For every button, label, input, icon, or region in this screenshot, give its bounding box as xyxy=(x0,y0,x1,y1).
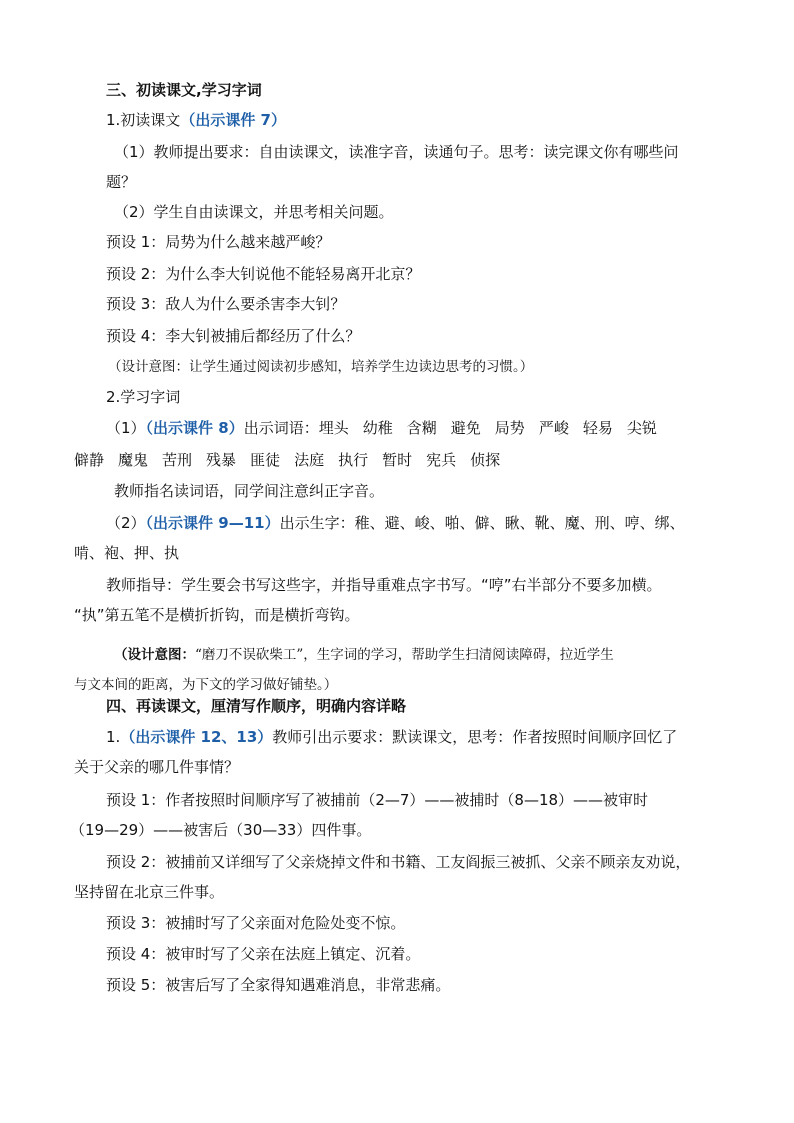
vocab-word: 埋头 xyxy=(318,419,349,437)
courseware-tag: （出示课件 9—11） xyxy=(145,514,280,532)
vocab-word: 匪徒 xyxy=(250,451,281,469)
vocab-word: 僻静 xyxy=(74,451,105,469)
courseware-tag: （出示课件 7） xyxy=(180,111,286,129)
vocab-word: 执行 xyxy=(338,451,369,469)
teacher-note-1: 教师指名读词语，同学间注意纠正字音。 xyxy=(114,482,385,500)
vocab-word: 暂时 xyxy=(382,451,413,469)
design-intent-text: “磨刀不误砍柴工”，生字词的学习，帮助学生扫清阅读障碍，拉近学生 xyxy=(195,647,614,663)
s4-preset-5: 预设 5：被害后写了全家得知遇难消息，非常悲痛。 xyxy=(106,976,451,994)
words-prefix: （1） xyxy=(106,419,146,437)
question-1-cont: 题？ xyxy=(106,173,137,191)
s4-preset-2-cont: 坚持留在北京三件事。 xyxy=(74,883,225,901)
s4-preset-1-cont: （19—29）——被害后（30—33）四件事。 xyxy=(70,821,372,839)
vocab-word: 避免 xyxy=(450,419,481,437)
s4-step-1-cont: 关于父亲的哪几件事情？ xyxy=(74,758,240,776)
design-intent-label: （设计意图： xyxy=(114,647,195,663)
preset-1: 预设 1：局势为什么越来越严峻？ xyxy=(106,233,331,251)
teacher-guide: 教师指导：学生要会书写这些字，并指导重难点字书写。“哼”右半部分不要多加横。 xyxy=(106,576,662,594)
vocab-word: 法庭 xyxy=(294,451,325,469)
step-1-heading xyxy=(106,110,286,130)
s4-preset-1: 预设 1：作者按照时间顺序写了被捕前（2—7）——被捕时（8—18）——被审时 xyxy=(106,791,649,809)
s4-preset-2: 预设 2：被捕前又详细写了父亲烧掉文件和书籍、工友阎振三被抓、父亲不顾亲友劝说， xyxy=(106,853,691,871)
design-intent-2 xyxy=(114,645,614,665)
vocab-word: 含糊 xyxy=(406,419,437,437)
section-3-title: 三、初读课文,学习字词 xyxy=(106,81,262,99)
vocab-word: 严峻 xyxy=(538,419,569,437)
vocab-word: 侦探 xyxy=(470,451,501,469)
design-intent-1: （设计意图：让学生通过阅读初步感知，培养学生边读边思考的习惯。） xyxy=(108,359,534,375)
s4-preset-3: 预设 3：被捕时写了父亲面对危险处变不惊。 xyxy=(106,914,406,932)
s4-step-text: 教师引出示要求：默读课文，思考：作者按照时间顺序回忆了 xyxy=(272,728,678,746)
chars-text: 出示生字：稚、避、峻、啪、僻、瞅、靴、魔、刑、哼、绑、 xyxy=(279,514,685,532)
vocab-word: 魔鬼 xyxy=(118,451,149,469)
step-1-label: 1.初读课文 xyxy=(106,111,181,129)
preset-3: 预设 3：敌人为什么要杀害李大钊？ xyxy=(106,295,346,313)
s4-preset-4: 预设 4：被审时写了父亲在法庭上镇定、沉着。 xyxy=(106,945,421,963)
word-list-row-2 xyxy=(74,450,514,470)
question-1: （1）教师提出要求：自由读课文，读准字音，读通句子。思考：读完课文你有哪些问 xyxy=(114,143,679,161)
section-4-title: 四、再读课文，厘清写作顺序，明确内容详略 xyxy=(106,697,407,715)
s4-step-label: 1. xyxy=(106,728,121,746)
question-2: （2）学生自由读课文，并思考相关问题。 xyxy=(114,203,394,221)
s4-step-1 xyxy=(106,727,677,747)
word-list-row-1 xyxy=(319,419,671,437)
chars-line-1 xyxy=(106,513,685,533)
words-intro: 出示词语： xyxy=(243,419,319,437)
design-intent-2-cont: 与文本间的距离，为下文的学习做好铺垫。） xyxy=(74,677,338,693)
courseware-tag: （出示课件 8） xyxy=(145,419,244,437)
step-2-heading: 2.学习字词 xyxy=(106,388,181,406)
vocab-word: 轻易 xyxy=(582,419,613,437)
vocab-word: 苦刑 xyxy=(162,451,193,469)
chars-line-2: 啃、袍、押、执 xyxy=(74,544,180,562)
words-line-1 xyxy=(106,418,671,438)
vocab-word: 局势 xyxy=(494,419,525,437)
vocab-word: 残暴 xyxy=(206,451,237,469)
teacher-guide-cont: “执”第五笔不是横折折钩，而是横折弯钩。 xyxy=(74,606,360,624)
preset-2: 预设 2：为什么李大钊说他不能轻易离开北京？ xyxy=(106,265,421,283)
vocab-word: 尖锐 xyxy=(626,419,657,437)
courseware-tag: （出示课件 12、13） xyxy=(120,728,273,746)
vocab-word: 宪兵 xyxy=(426,451,457,469)
vocab-word: 幼稚 xyxy=(362,419,393,437)
chars-prefix: （2） xyxy=(106,514,146,532)
preset-4: 预设 4：李大钊被捕后都经历了什么？ xyxy=(106,327,361,345)
